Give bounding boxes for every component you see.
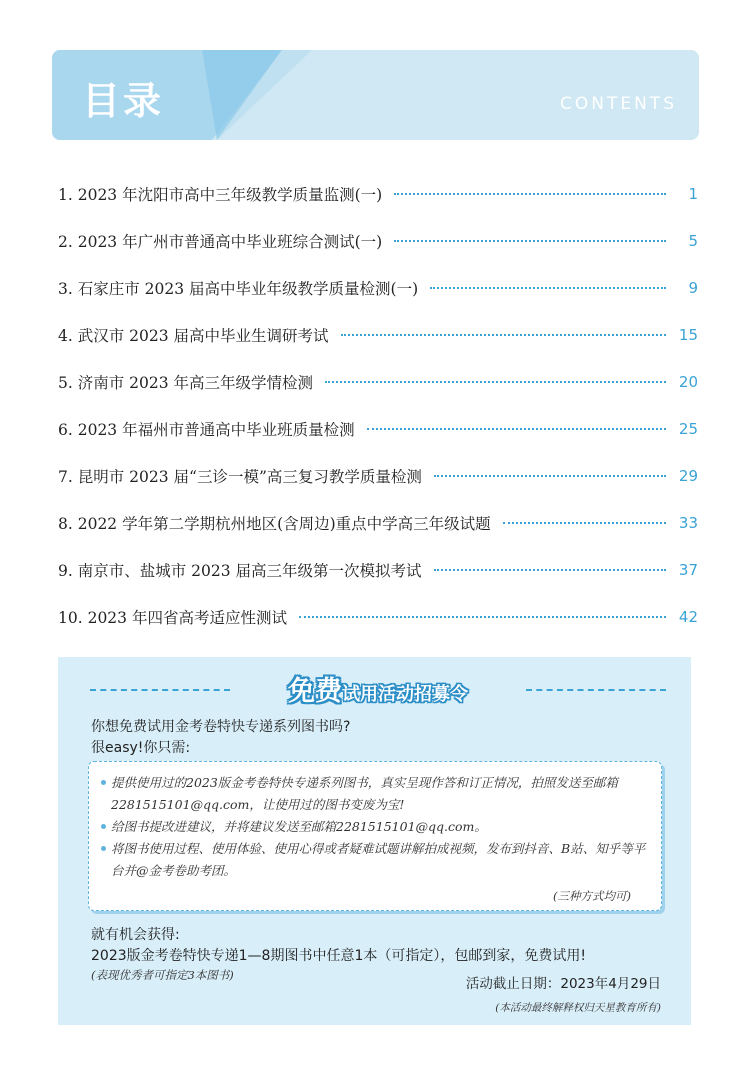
toc-leader [299, 616, 666, 618]
method-item [101, 772, 647, 816]
toc-item-title: 2. 2023 年广州市普通高中毕业班综合测试(一) [58, 232, 383, 251]
promo-question-line2: 很easy!你只需: [91, 740, 191, 756]
promo-reward-line1: 就有机会获得: [91, 927, 180, 943]
toc-item[interactable] [58, 170, 698, 217]
promo-title-big: 免费 [288, 676, 342, 707]
promo-rights: (本活动最终解释权归天星教育所有) [495, 1002, 661, 1014]
toc-item-page: 20 [678, 372, 698, 391]
toc-item[interactable] [58, 593, 698, 640]
toc-item-title: 1. 2023 年沈阳市高中三年级教学质量监测(一) [58, 185, 383, 204]
toc-item-page: 1 [688, 184, 698, 203]
toc-item-title: 7. 昆明市 2023 届“三诊一模”高三复习教学质量检测 [58, 467, 422, 486]
toc-item-page: 5 [688, 231, 698, 250]
toc-leader [394, 240, 666, 242]
toc-item-title: 5. 济南市 2023 年高三年级学情检测 [58, 373, 314, 392]
toc-leader [503, 522, 666, 524]
toc-item-page: 33 [678, 513, 698, 532]
toc-item-title: 4. 武汉市 2023 届高中毕业生调研考试 [58, 326, 329, 345]
promo-reward [91, 925, 586, 967]
bullet-dot-icon [101, 846, 106, 851]
method-item-text: 将图书使用过程、使用体验、使用心得或者疑难试题讲解拍成视频，发布到抖音、B站、知乎等平台并@金考卷助考团。 [111, 841, 646, 878]
toc-item-title: 3. 石家庄市 2023 届高中毕业年级教学质量检测(一) [58, 279, 419, 298]
toc-item-page: 42 [678, 607, 698, 626]
promo-deadline: 活动截止日期：2023年4月29日 [465, 976, 661, 992]
page-subtitle: CONTENTS [560, 94, 677, 114]
toc-leader [430, 287, 666, 289]
promo-title-small: 试用活动招募令 [342, 684, 468, 705]
promo-tip: (表现优秀者可指定3本图书) [91, 968, 234, 982]
contents-header [52, 50, 699, 140]
toc-leader [394, 193, 666, 195]
toc-item-title: 8. 2022 学年第二学期杭州地区(含周边)重点中学高三年级试题 [58, 514, 491, 533]
method-item-text: 给图书提改进建议，并将建议发送至邮箱2281515101@qq.com。 [111, 819, 487, 834]
toc-item-title: 10. 2023 年四省高考适应性测试 [58, 608, 287, 627]
method-item [101, 816, 647, 838]
heading-divider-right [526, 689, 666, 691]
toc-leader [325, 381, 666, 383]
toc-item[interactable] [58, 358, 698, 405]
toc-item-page: 37 [678, 560, 698, 579]
toc-item[interactable] [58, 405, 698, 452]
bullet-dot-icon [101, 824, 106, 829]
toc-item[interactable] [58, 452, 698, 499]
toc-item[interactable] [58, 546, 698, 593]
toc-leader [434, 569, 666, 571]
toc-item[interactable] [58, 499, 698, 546]
promo-title [230, 669, 526, 709]
promo-question [91, 717, 350, 759]
method-item [101, 838, 647, 882]
toc-item-page: 29 [678, 466, 698, 485]
toc-leader [367, 428, 666, 430]
toc-item[interactable] [58, 311, 698, 358]
trial-promo-box [58, 657, 691, 1025]
method-note: (三种方式均可) [553, 889, 631, 903]
bullet-dot-icon [101, 780, 106, 785]
toc-leader [341, 334, 666, 336]
method-list [88, 761, 662, 911]
toc-item-title: 6. 2023 年福州市普通高中毕业班质量检测 [58, 420, 355, 439]
promo-reward-line2: 2023版金考卷特快专递1—8期图书中任意1本（可指定），包邮到家，免费试用! [91, 948, 586, 964]
toc-item-page: 15 [678, 325, 698, 344]
toc-item-title: 9. 南京市、盐城市 2023 届高三年级第一次模拟考试 [58, 561, 422, 580]
toc-leader [434, 475, 666, 477]
toc-item-page: 9 [688, 278, 698, 297]
toc-item[interactable] [58, 264, 698, 311]
toc-item-page: 25 [678, 419, 698, 438]
toc-list [58, 170, 698, 640]
promo-question-line1: 你想免费试用金考卷特快专递系列图书吗? [91, 719, 351, 735]
page-title: 目录 [82, 79, 165, 123]
promo-heading [58, 669, 691, 709]
method-item-text: 提供使用过的2023版金考卷特快专递系列图书，真实呈现作答和订正情况，拍照发送至邮箱2281515101@qq.com，让使用过的图书变废为宝! [111, 775, 618, 812]
toc-item[interactable] [58, 217, 698, 264]
heading-divider-left [90, 689, 230, 691]
